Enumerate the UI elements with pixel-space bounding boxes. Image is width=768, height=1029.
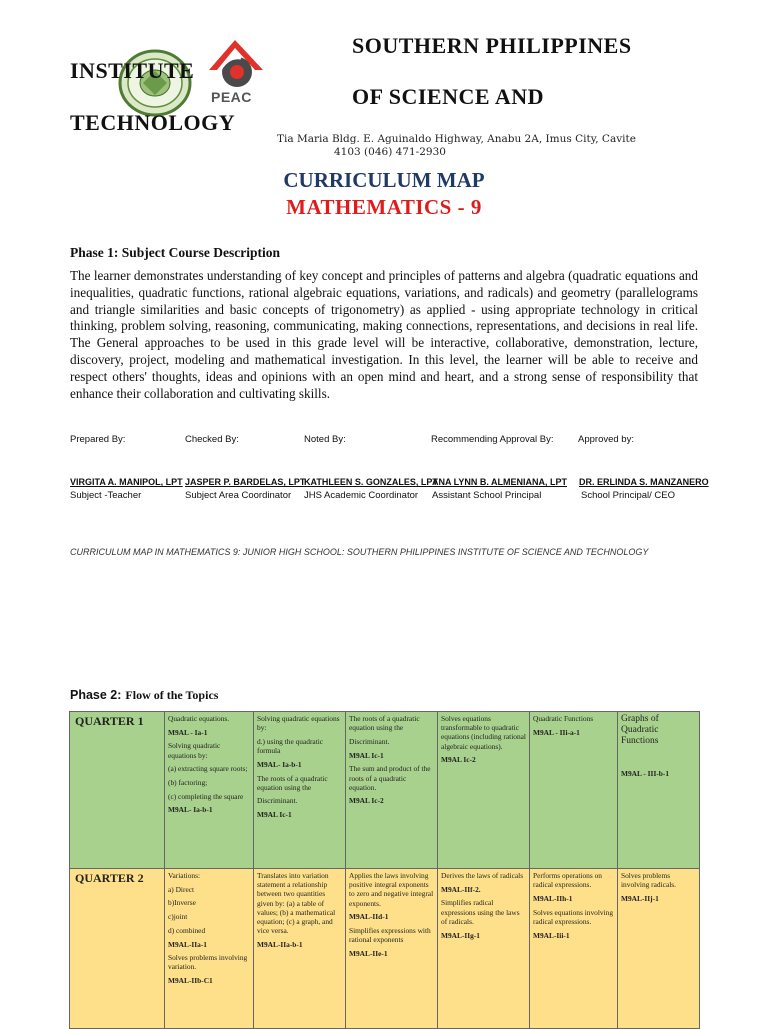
phase2-heading-prefix: Phase 2: <box>70 688 122 702</box>
competency-code: M9AL-IIj-1 <box>621 893 659 903</box>
competency-code: M9AL- Ia-b-1 <box>168 805 213 815</box>
topic-cell <box>438 712 530 869</box>
quarter-row <box>70 869 700 1029</box>
quarter-row <box>70 712 700 869</box>
competency-code: M9AL-Iii-1 <box>533 930 570 940</box>
competency-code: M9AL-IId-1 <box>349 912 389 922</box>
school-address: Tia Maria Bldg. E. Aguinaldo Highway, Anabu 2A, Imus City, Cavite <box>277 133 636 145</box>
competency-code: M9AL - Ia-1 <box>168 727 208 737</box>
topic-text: Discriminant. <box>349 736 390 746</box>
competency-code: M9AL-IIg-1 <box>441 930 481 940</box>
approved-by-label: Approved by: <box>578 434 634 445</box>
competency-code: M9AL-IIb-C1 <box>168 976 213 986</box>
topic-text: Solves equations involving radical expressions. <box>533 907 614 926</box>
topic-text: Performs operations on radical expressions. <box>533 871 602 890</box>
topic-text: Solves problems involving variation. <box>168 953 248 972</box>
competency-code: M9AL-IIh-1 <box>533 893 573 903</box>
topic-text: Solves problems involving radicals. <box>621 871 677 890</box>
topic-text: The roots of a quadratic equation using the <box>349 714 420 733</box>
school-title-left-line2: TECHNOLOGY <box>70 110 236 135</box>
course-description: The learner demonstrates understanding of key concept and principles of patterns and algebra (quadratic equations and inequalities, quadratic functions, rational algebraic equations, variations, and radicals) and geometry (parallelograms and triangle similarities and basic concepts of trigonometry) as applied - using appropriate technology in critical thinking, problem solving, reasoning, communicating, making connections, representations, and decisions in real life. The General approaches to be used in this grade level will be interactive, collaborative, demonstration, lecture, discovery, project, modeling and mathematical investigation. In this level, the learner will be able to receive and respect others' thoughts, ideas and opinions with an open mind and heart, and a strong sense of responsibility that enhance their collaboration and cultivating skills. <box>70 268 698 401</box>
competency-code: M9AL- Ia-b-1 <box>257 759 302 769</box>
signatory-name: ANA LYNN B. ALMENIANA, LPT <box>432 477 567 487</box>
topic-cell <box>618 712 700 869</box>
topic-cell <box>254 712 346 869</box>
phase1-heading: Phase 1: Subject Course Description <box>70 245 280 260</box>
signatory-name: DR. ERLINDA S. MANZANERO <box>579 477 709 487</box>
subject-title: MATHEMATICS - 9 <box>286 195 482 219</box>
topic-text: The sum and product of the roots of a quadratic equation. <box>349 764 431 792</box>
topic-text: Variations: <box>168 871 201 880</box>
signatory-role: Subject -Teacher <box>70 490 142 501</box>
topic-text: Translates into variation statement a relationship between two quantities given by: (a) a table of values; (b) a mathematical equation; (c) a graph, and vice versa. <box>257 871 336 936</box>
topic-text: Solving quadratic equations by: <box>257 714 340 733</box>
topic-text: Quadratic Functions <box>533 714 594 723</box>
peac-logo <box>197 32 269 110</box>
topic-text: d.) using the quadratic formula <box>257 736 324 756</box>
competency-code: M9AL-IIa-1 <box>168 939 208 949</box>
competency-code: M9AL Ic-2 <box>349 796 384 806</box>
checked-by-label: Checked By: <box>185 434 239 445</box>
topic-text: Discriminant. <box>257 796 298 806</box>
signatory-name: KATHLEEN S. GONZALES, LPT <box>304 477 438 487</box>
document-footer-line: CURRICULUM MAP IN MATHEMATICS 9: JUNIOR HIGH SCHOOL: SOUTHERN PHILIPPINES INSTITUTE OF SCIENCE AND TECHNOLOGY <box>70 547 649 557</box>
phase2-heading-rest: Flow of the Topics <box>125 688 219 702</box>
topic-text: Simplifies expressions with rational exponents <box>349 926 431 945</box>
topic-text: (c) completing the square <box>168 791 244 801</box>
topic-text: b)Inverse <box>168 898 196 908</box>
recommending-approval-label: Recommending Approval By: <box>431 434 554 445</box>
topic-cell <box>530 869 618 1029</box>
signatory-name: VIRGITA A. MANIPOL, LPT <box>70 477 183 487</box>
school-title-right-line1: SOUTHERN PHILIPPINES <box>352 33 632 58</box>
topic-cell <box>165 712 254 869</box>
topic-cell <box>254 869 346 1029</box>
curriculum-map-title: CURRICULUM MAP <box>283 168 485 192</box>
school-title-right-line2: OF SCIENCE AND <box>352 84 544 109</box>
noted-by-label: Noted By: <box>304 434 346 445</box>
competency-code: M9AL - III-b-1 <box>621 769 670 778</box>
competency-code: M9AL Ic-1 <box>349 750 384 760</box>
topic-cell <box>530 712 618 869</box>
topic-text: Solving quadratic equations by: <box>168 741 221 760</box>
topic-cell <box>438 869 530 1029</box>
topic-text: Graphs of Quadratic Functions <box>621 714 659 746</box>
topic-text: Applies the laws involving positive integral exponents to zero and negative integral exponents. <box>349 871 434 908</box>
topic-text: c)joint <box>168 912 188 922</box>
signatory-role: Assistant School Principal <box>432 490 542 501</box>
topic-text: Quadratic equations. <box>168 714 230 723</box>
school-title-left-line1: INSTITUTE <box>70 58 195 83</box>
competency-code: M9AL-IIa-b-1 <box>257 939 303 949</box>
school-phone: 4103 (046) 471-2930 <box>334 146 446 158</box>
peac-label: PEAC <box>211 89 252 105</box>
signatory-role: Subject Area Coordinator <box>185 490 292 501</box>
competency-code: M9AL-IIf-2. <box>441 884 481 894</box>
topic-text: The roots of a quadratic equation using the <box>257 773 328 792</box>
flow-of-topics-table <box>69 711 700 1029</box>
competency-code: M9AL - IIi-a-1 <box>533 727 580 737</box>
topic-cell <box>346 712 438 869</box>
signatory-role: School Principal/ CEO <box>581 490 675 501</box>
topic-cell <box>618 869 700 1029</box>
topic-text: d) combined <box>168 925 206 935</box>
quarter-label: QUARTER 1 <box>70 712 165 869</box>
topic-cell <box>165 869 254 1029</box>
topic-cell <box>346 869 438 1029</box>
topic-text: Derives the laws of radicals <box>441 871 524 880</box>
signatory-name: JASPER P. BARDELAS, LPT <box>185 477 306 487</box>
topic-text: a) Direct <box>168 884 195 894</box>
topic-text: Solves equations transformable to quadratic equations (including rational algebraic equations). <box>441 714 526 751</box>
topic-text: (b) factoring; <box>168 778 208 788</box>
topic-text: (a) extracting square roots; <box>168 764 248 774</box>
prepared-by-label: Prepared By: <box>70 434 126 445</box>
signatory-role: JHS Academic Coordinator <box>304 490 419 501</box>
competency-code: M9AL Ic-2 <box>441 755 476 765</box>
competency-code: M9AL-IIe-1 <box>349 948 388 958</box>
topic-text: Simplifies radical expressions using the laws of radicals. <box>441 898 520 926</box>
competency-code: M9AL Ic-1 <box>257 810 292 820</box>
quarter-label: QUARTER 2 <box>70 869 165 1029</box>
phase2-heading <box>70 686 218 704</box>
